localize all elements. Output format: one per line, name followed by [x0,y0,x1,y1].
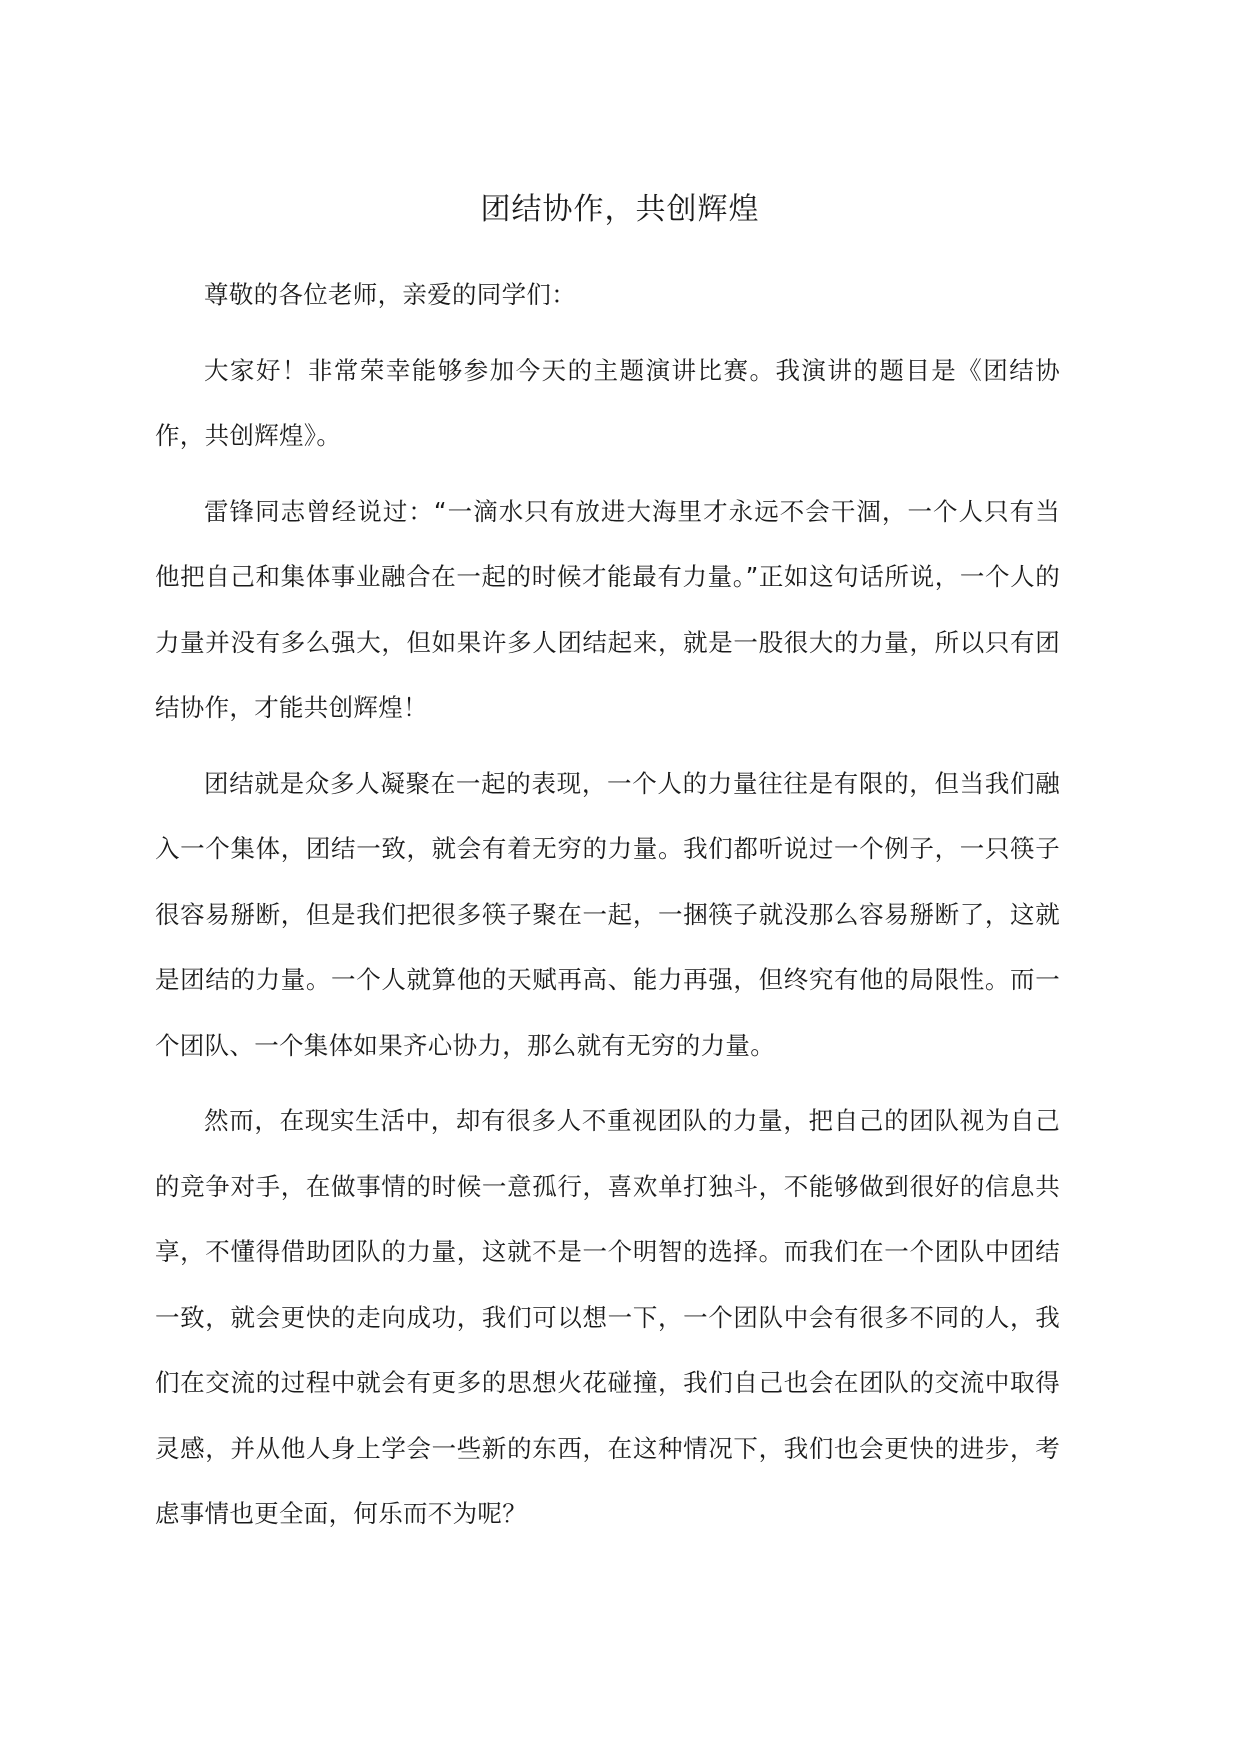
paragraph-greeting: 尊敬的各位老师，亲爱的同学们： [204,280,576,309]
paragraph-reality: 然而，在现实生活中，却有很多人不重视团队的力量，把自己的团队视为自己的竞争对手，在做事情的时候一意孤行，喜欢单打独斗，不能够做到很好的信息共享，不懂得借助团队的力量，这就不是一个明智的选择。而我们在一个团队中团结一致，就会更快的走向成功，我们可以想一下，一个团队中会有很多不同的人，我们在交流的过程中就会有更多的思想火花碰撞，我们自己也会在团队的交流中取得灵感，并从他人身上学会一些新的东西，在这种情况下，我们也会更快的进步，考虑事情也更全面，何乐而不为呢？ [155,1106,1060,1528]
document-body [155,262,1060,1557]
document-title: 团结协作，共创辉煌 [480,192,760,227]
paragraph-introduction: 大家好！非常荣幸能够参加今天的主题演讲比赛。我演讲的题目是《团结协作，共创辉煌》。 [155,355,1060,450]
paragraph-quote: 雷锋同志曾经说过：“一滴水只有放进大海里才永远不会干涸，一个人只有当他把自己和集体事业融合在一起的时候才能最有力量。”正如这句话所说，一个人的力量并没有多么强大，但如果许多人团结起来，就是一股很大的力量，所以只有团结协作，才能共创辉煌！ [155,496,1060,722]
paragraph-unity: 团结就是众多人凝聚在一起的表现，一个人的力量往往是有限的，但当我们融入一个集体，团结一致，就会有着无穷的力量。我们都听说过一个例子，一只筷子很容易掰断，但是我们把很多筷子聚在一起，一捆筷子就没那么容易掰断了，这就是团结的力量。一个人就算他的天赋再高、能力再强，但终究有他的局限性。而一个团队、一个集体如果齐心协力，那么就有无穷的力量。 [155,768,1060,1060]
